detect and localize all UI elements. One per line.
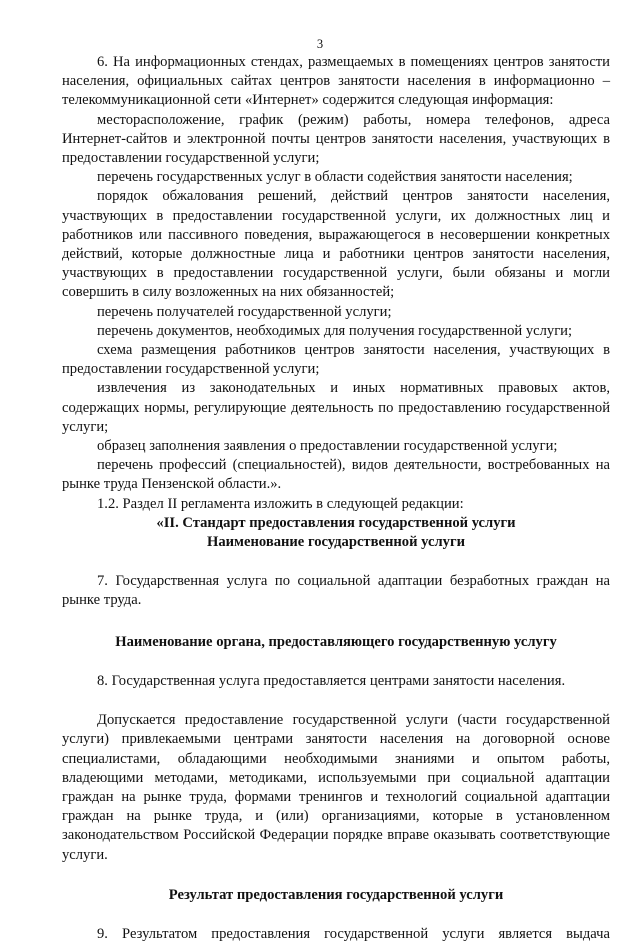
page-number: 3 <box>316 37 324 51</box>
section-heading: «II. Стандарт предоставления государственной услуги <box>156 514 516 531</box>
paragraph-6: 6. На информационных стендах, размещаемых в помещениях центров занятости населения, официальных сайтах центров занятости населения в информационно – телекоммуникационной сети «Интернет» содержится следующая информация: <box>62 54 610 109</box>
info-item-professions: перечень профессий (специальностей), видов деятельности, востребованных на рынке труда Пензенской области.». <box>62 457 610 493</box>
paragraph-7: 7. Государственная услуга по социальной адаптации безработных граждан на рынке труда. <box>62 573 610 609</box>
info-item-location: месторасположение, график (режим) работы, номера телефонов, адреса Интернет-сайтов и электронной почты центров занятости населения, участвующих в предоставлении государственной услуги; <box>62 111 610 167</box>
paragraph-9: 9. Результатом предоставления государственной услуги является выдача <box>97 925 610 942</box>
paragraph-1-2: 1.2. Раздел II регламента изложить в следующей редакции: <box>97 495 464 512</box>
info-item-application-sample: образец заполнения заявления о предоставлении государственной услуги; <box>97 438 558 455</box>
info-item-appeal-procedure: порядок обжалования решений, действий центров занятости населения, участвующих в предоставлении государственной услуги, их должностных лиц и работников или пассивного поведения, выражающегося в несовершении конкретных действий, которые должностные лица и работники центров занятости населения, участвующих в предоставлении государственной услуги, были обязаны и могли совершить в силу возложенных на них обязанностей; <box>62 188 610 301</box>
heading-service-name: Наименование государственной услуги <box>207 534 465 551</box>
document-body <box>62 53 610 944</box>
heading-organ: Наименование органа, предоставляющего государственную услугу <box>115 633 557 650</box>
info-item-services-list: перечень государственных услуг в области содействия занятости населения; <box>97 169 573 186</box>
info-item-recipients: перечень получателей государственной услуги; <box>97 303 392 320</box>
info-item-legal-extracts: извлечения из законодательных и иных нормативных правовых актов, содержащих нормы, регулирующие деятельность по предоставлению государственной услуги; <box>62 380 610 435</box>
info-item-documents: перечень документов, необходимых для получения государственной услуги; <box>97 322 573 339</box>
info-item-staff-scheme: схема размещения работников центров занятости населения, участвующих в предоставлении государственной услуги; <box>62 342 610 378</box>
paragraph-8-note: Допускается предоставление государственной услуги (части государственной услуги) привлекаемыми центрами занятости населения на договорной основе специалистами, обладающими необходимыми знаниями и опытом работы, владеющими методами, методиками, используемыми при социальной адаптации граждан на рынке труда, формами тренингов и технологий социальной адаптации граждан на рынке труда, и (или) организациями, которые в установленном законодательством Российской Федерации порядке вправе оказывать соответствующие услуги. <box>62 712 610 863</box>
heading-result: Результат предоставления государственной услуги <box>168 886 504 903</box>
paragraph-8: 8. Государственная услуга предоставляется центрами занятости населения. <box>97 672 566 689</box>
